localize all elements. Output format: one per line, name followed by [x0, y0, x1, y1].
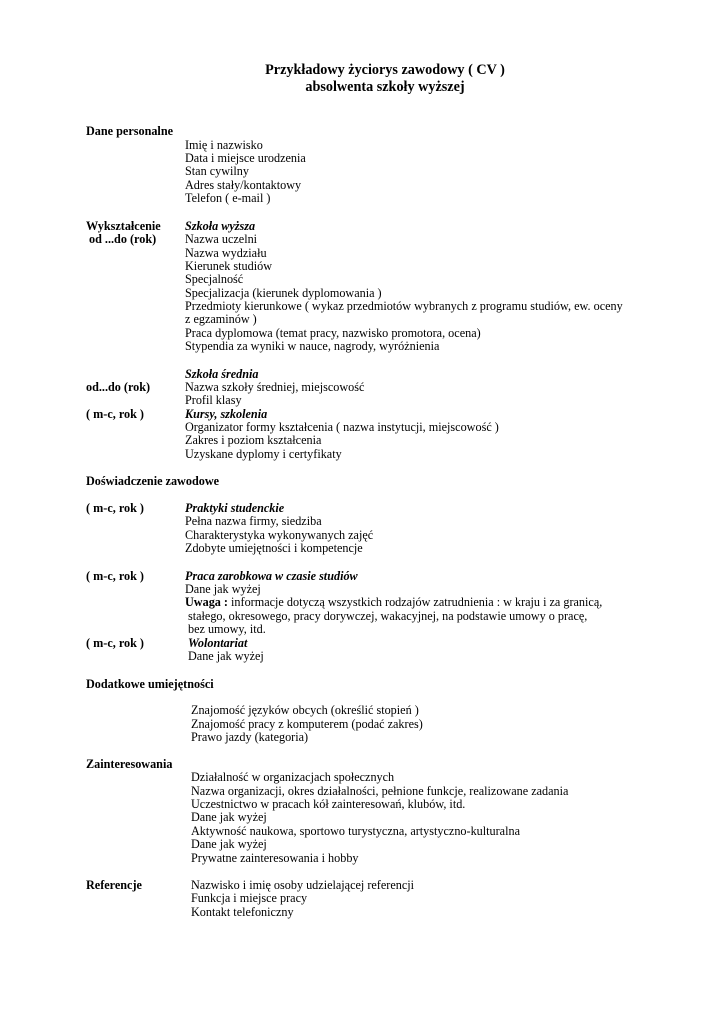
kursy-item: Uzyskane dyplomy i certyfikaty: [185, 447, 342, 461]
kursy-item: Zakres i poziom kształcenia: [185, 433, 322, 447]
wyksztalcenie-range-label: od ...do (rok): [89, 232, 157, 246]
praktyki-heading: Praktyki studenckie: [185, 501, 285, 515]
section-heading-dodatkowe: Dodatkowe umiejętności: [86, 677, 214, 691]
szkola-wyzsza-item: Nazwa wydziału: [185, 246, 267, 260]
szkola-wyzsza-item: Specjalizacja (kierunek dyplomowania ): [185, 286, 382, 300]
dane-item-imie: Imię i nazwisko: [185, 138, 263, 152]
szkola-wyzsza-heading: Szkoła wyższa: [185, 219, 256, 233]
szkola-wyzsza-item: Stypendia za wyniki w nauce, nagrody, wyróżnienia: [185, 339, 440, 353]
dane-item-stan-cywilny: Stan cywilny: [185, 164, 249, 178]
szkola-wyzsza-item: Kierunek studiów: [185, 259, 272, 273]
referencje-item: Nazwisko i imię osoby udzielającej referencji: [191, 878, 415, 892]
wolontariat-item: Dane jak wyżej: [188, 649, 264, 663]
praktyki-item: Zdobyte umiejętności i kompetencje: [185, 541, 363, 555]
praktyki-date-label: ( m-c, rok ): [86, 501, 144, 515]
zainteresowania-item: Działalność w organizacjach społecznych: [191, 770, 395, 784]
section-heading-wyksztalcenie: Wykształcenie: [86, 219, 161, 233]
referencje-item: Kontakt telefoniczny: [191, 905, 294, 919]
dane-item-adres: Adres stały/kontaktowy: [185, 178, 302, 192]
dane-item-telefon: Telefon ( e-mail ): [185, 191, 271, 205]
kursy-date-label: ( m-c, rok ): [86, 407, 144, 421]
zainteresowania-item: Dane jak wyżej: [191, 810, 267, 824]
zainteresowania-item: Nazwa organizacji, okres działalności, pełnione funkcje, realizowane zadania: [191, 784, 569, 798]
uwaga-line-1: [185, 596, 602, 609]
document-title-line-1: Przykładowy życiorys zawodowy ( CV ): [265, 62, 505, 78]
section-heading-dane-personalne: Dane personalne: [86, 124, 174, 138]
praca-item: Dane jak wyżej: [185, 582, 261, 596]
uwaga-text: informacje dotyczą wszystkich rodzajów zatrudnienia : w kraju i za granicą,: [231, 595, 603, 609]
zainteresowania-item: Uczestnictwo w pracach kół zainteresowań, klubów, itd.: [191, 797, 466, 811]
dodatkowe-item: Prawo jazdy (kategoria): [191, 730, 309, 744]
szkola-wyzsza-item: z egzaminów ): [185, 312, 257, 326]
uwaga-line-3: bez umowy, itd.: [188, 622, 266, 636]
zainteresowania-item: Aktywność naukowa, sportowo turystyczna, artystyczno-kulturalna: [191, 824, 520, 838]
zainteresowania-item: Dane jak wyżej: [191, 837, 267, 851]
wolontariat-heading: Wolontariat: [188, 636, 248, 650]
uwaga-label: Uwaga :: [185, 595, 228, 609]
szkola-srednia-range: od...do (rok): [86, 380, 151, 394]
szkola-wyzsza-item: Praca dyplomowa (temat pracy, nazwisko promotora, ocena): [185, 326, 481, 340]
szkola-srednia-item: Profil klasy: [185, 393, 242, 407]
kursy-heading: Kursy, szkolenia: [185, 407, 268, 421]
praca-heading: Praca zarobkowa w czasie studiów: [185, 569, 358, 583]
uwaga-line-2: stałego, okresowego, pracy dorywczej, wakacyjnej, na podstawie umowy o pracę,: [188, 609, 588, 623]
wolontariat-date-label: ( m-c, rok ): [86, 636, 144, 650]
dane-item-data-urodzenia: Data i miejsce urodzenia: [185, 151, 306, 165]
praktyki-item: Charakterystyka wykonywanych zajęć: [185, 528, 374, 542]
section-heading-doswiadczenie: Doświadczenie zawodowe: [86, 474, 220, 488]
referencje-item: Funkcja i miejsce pracy: [191, 891, 308, 905]
dodatkowe-item: Znajomość pracy z komputerem (podać zakres): [191, 717, 423, 731]
kursy-item: Organizator formy kształcenia ( nazwa instytucji, miejscowość ): [185, 420, 499, 434]
praktyki-item: Pełna nazwa firmy, siedziba: [185, 514, 322, 528]
szkola-wyzsza-item: Nazwa uczelni: [185, 232, 258, 246]
document-title-line-2: absolwenta szkoły wyższej: [305, 79, 465, 95]
dodatkowe-item: Znajomość języków obcych (określić stopień ): [191, 703, 419, 717]
zainteresowania-item: Prywatne zainteresowania i hobby: [191, 851, 359, 865]
szkola-wyzsza-item: Specjalność: [185, 272, 244, 286]
szkola-srednia-item: Nazwa szkoły średniej, miejscowość: [185, 380, 365, 394]
section-heading-zainteresowania: Zainteresowania: [86, 757, 173, 771]
section-heading-referencje: Referencje: [86, 878, 142, 892]
praca-date-label: ( m-c, rok ): [86, 569, 144, 583]
szkola-wyzsza-item: Przedmioty kierunkowe ( wykaz przedmiotów wybranych z programu studiów, ew. oceny: [185, 299, 623, 313]
szkola-srednia-heading: Szkoła średnia: [185, 367, 259, 381]
